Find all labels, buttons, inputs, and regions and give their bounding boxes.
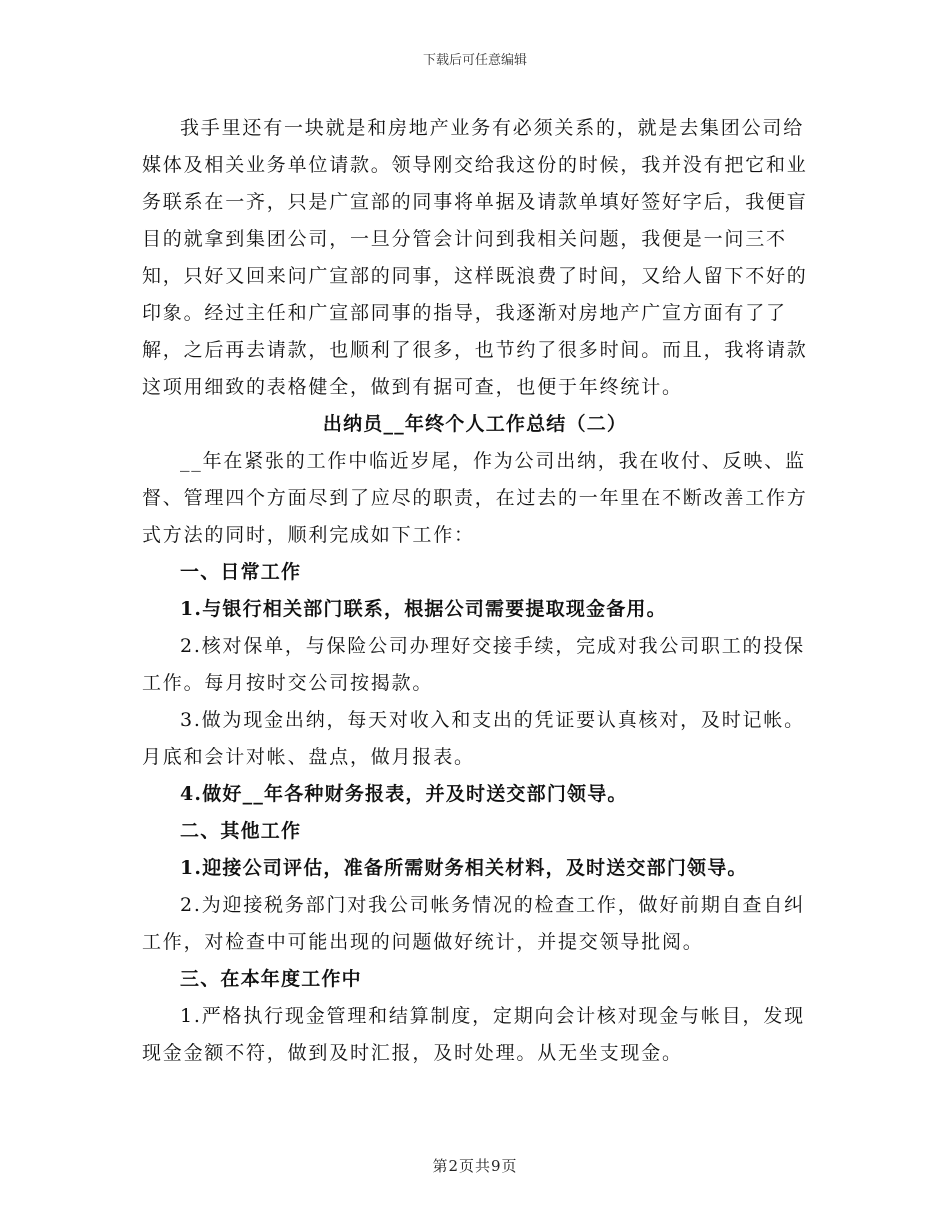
document-body xyxy=(142,110,808,1072)
section-heading-daily-work: 一、日常工作 xyxy=(180,561,302,583)
section-heading-this-year: 三、在本年度工作中 xyxy=(180,968,362,990)
intro-paragraph: __年在紧张的工作中临近岁尾，作为公司出纳，我在收付、反映、监督、管理四个方面尽到了应尽的职责，在过去的一年里在不断改善工作方式方法的同时，顺利完成如下工作： xyxy=(142,450,808,546)
daily-work-item-2: 2.核对保单，与保险公司办理好交接手续，完成对我公司职工的投保工作。每月按时交公司按揭款。 xyxy=(142,635,805,694)
header-note: 下载后可任意编辑 xyxy=(422,53,527,68)
other-work-item-2: 2.为迎接税务部门对我公司帐务情况的检查工作，做好前期自查自纠工作，对检查中可能出现的问题做好统计，并提交领导批阅。 xyxy=(142,894,805,953)
this-year-item-1: 1.严格执行现金管理和结算制度，定期向会计核对现金与帐目，发现现金金额不符，做到及时汇报，及时处理。从无坐支现金。 xyxy=(142,1005,805,1064)
paragraph-body: 我手里还有一块就是和房地产业务有必须关系的，就是去集团公司给媒体及相关业务单位请款。领导刚交给我这份的时候，我并没有把它和业务联系在一齐，只是广宣部的同事将单据及请款单填好签好字后，我便盲目的就拿到集团公司，一旦分管会计问到我相关问题，我便是一问三不知，只好又回来问广宣部的同事，这样既浪费了时间，又给人留下不好的印象。经过主任和广宣部同事的指导，我逐渐对房地产广宣方面有了了解，之后再去请款，也顺利了很多，也节约了很多时间。而且，我将请款这项用细致的表格健全，做到有据可查，也便于年终统计。 xyxy=(142,117,808,398)
section-heading-other-work: 二、其他工作 xyxy=(180,820,302,842)
daily-work-item-4: 4.做好__年各种财务报表，并及时送交部门领导。 xyxy=(180,783,628,805)
section-title: 出纳员__年终个人工作总结（二） xyxy=(322,413,628,435)
daily-work-item-1: 1.与银行相关部门联系，根据公司需要提取现金备用。 xyxy=(180,598,667,620)
page-number: 第2页共9页 xyxy=(432,1157,518,1175)
daily-work-item-3: 3.做为现金出纳，每天对收入和支出的凭证要认真核对，及时记帐。月底和会计对帐、盘点，做月报表。 xyxy=(142,709,805,768)
other-work-item-1: 1.迎接公司评估，准备所需财务相关材料，及时送交部门领导。 xyxy=(180,857,748,879)
